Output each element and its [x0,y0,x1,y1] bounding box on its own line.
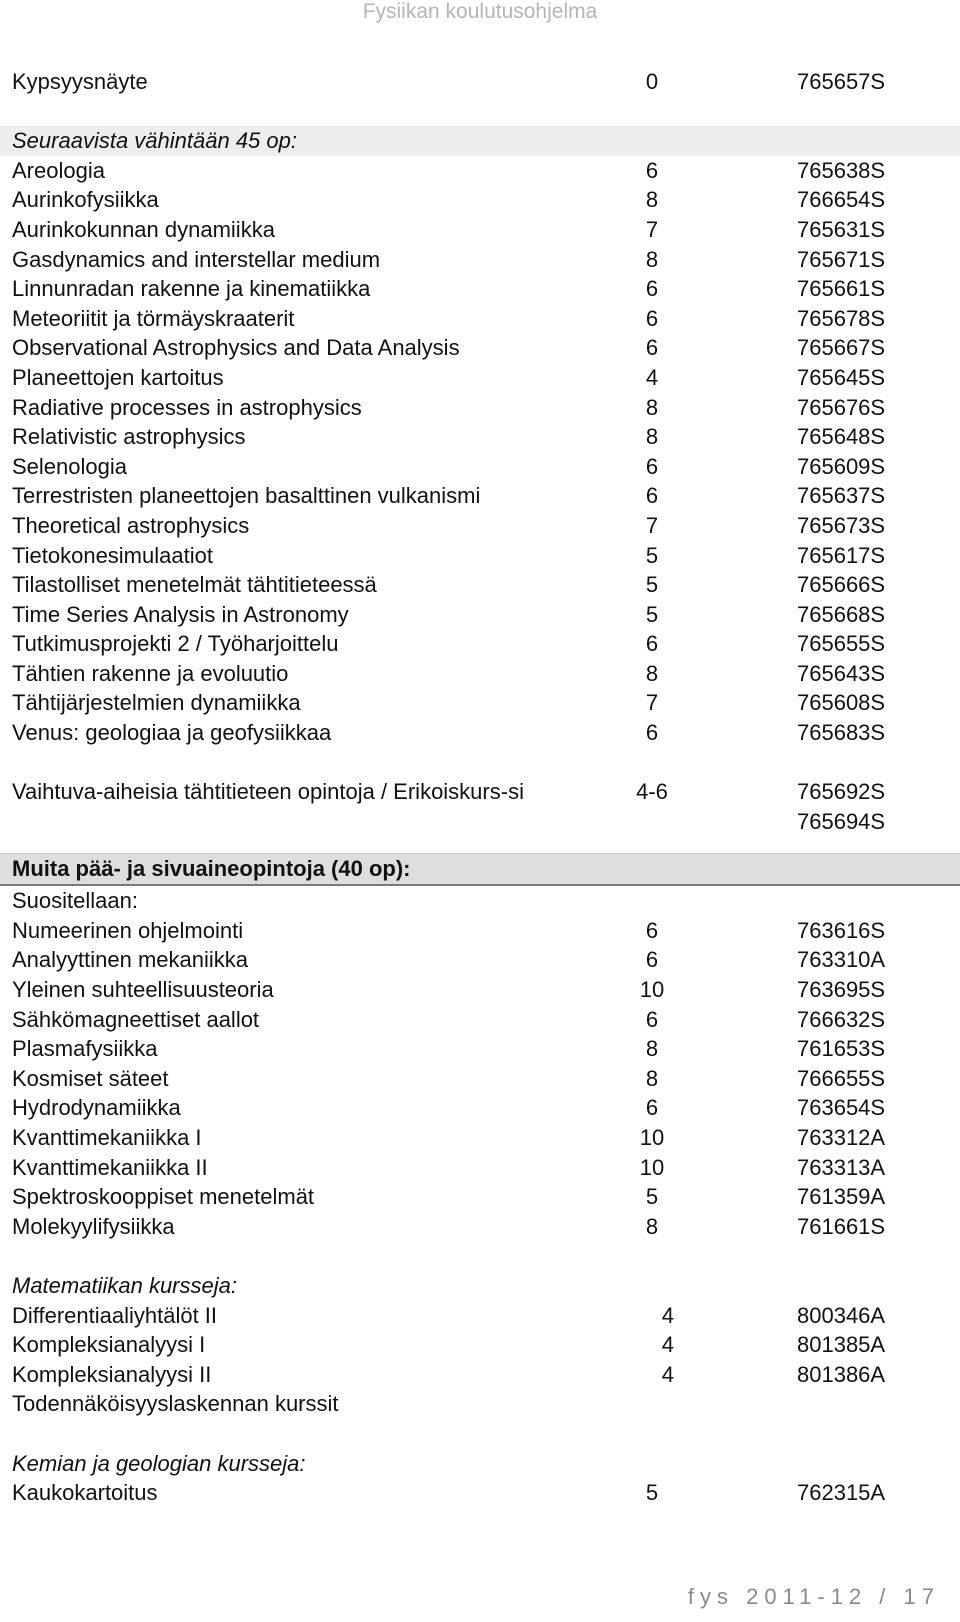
course-row [0,481,960,511]
course-code: 765666S [797,572,886,598]
section-title-bar [0,853,960,886]
course-credits: 8 [645,187,659,213]
group1-rows [0,156,960,748]
course-credits: 10 [639,1125,665,1150]
course-name: Time Series Analysis in Astronomy [12,601,349,627]
course-code: 765617S [797,542,886,568]
course-code: 761653S [797,1036,886,1062]
course-code: 765683S [797,720,886,746]
course-credits: 8 [645,1213,659,1239]
course-code: 765608S [797,690,886,716]
course-row [0,185,960,215]
course-row [0,304,960,334]
course-name: Tilastolliset menetelmät tähtitieteessä [12,572,377,598]
course-name: Kosmiset säteet [12,1065,169,1091]
course-row [0,215,960,245]
course-row [0,659,960,689]
course-name: Molekyylifysiikka [12,1213,175,1239]
course-name: Tähtijärjestelmien dynamiikka [12,690,301,716]
course-code: 765678S [797,305,886,331]
course-credits: 7 [645,512,659,538]
group-heading-text: Seuraavista vähintään 45 op: [12,128,297,154]
chem-heading [0,1449,960,1479]
course-row [0,1360,960,1390]
course-row [0,1301,960,1331]
course-name: Tähtien rakenne ja evoluutio [12,660,289,686]
course-row [0,541,960,571]
course-code: 763654S [797,1095,886,1121]
course-name: Kompleksianalyysi I [12,1332,206,1358]
course-code: 766654S [797,187,886,213]
course-credits: 6 [645,157,659,183]
course-credits: 6 [645,483,659,509]
course-credits: 8 [645,1036,659,1062]
course-name: Analyyttinen mekaniikka [12,947,249,973]
course-credits: 8 [645,394,659,420]
course-code: 762315A [797,1480,886,1506]
course-name: Gasdynamics and interstellar medium [12,246,381,272]
course-code: 765668S [797,601,886,627]
course-row-vaihtuva [0,777,960,836]
course-name: Tutkimusprojekti 2 / Työharjoittelu [12,631,339,657]
course-name: Areologia [12,157,105,183]
course-credits: 4 [661,1302,674,1328]
course-credits: 5 [645,542,659,568]
course-code: 765657S [797,69,886,94]
course-row [0,570,960,600]
course-code: 765638S [797,157,886,183]
course-name: Plasmafysiikka [12,1036,158,1062]
course-code: 765655S [797,631,886,657]
course-code: 766655S [797,1065,886,1091]
course-credits: 6 [645,1095,659,1121]
course-row [0,1123,960,1153]
course-code: 765694S [797,809,886,835]
course-code: 800346A [797,1302,886,1328]
course-name: Kvanttimekaniikka I [12,1125,202,1150]
course-credits: 10 [639,977,665,1003]
course-code: 763310A [797,947,886,973]
course-code: 765609S [797,453,886,479]
course-credits: 5 [645,572,659,598]
course-row [0,600,960,630]
course-credits: 5 [645,601,659,627]
course-code: 801386A [797,1361,886,1387]
course-code: 765667S [797,335,886,361]
course-credits: 6 [645,720,659,746]
course-name: Tietokonesimulaatiot [12,542,213,568]
course-row [0,1005,960,1035]
course-name: Spektroskooppiset menetelmät [12,1184,315,1210]
course-row [0,274,960,304]
course-code: 765643S [797,660,886,686]
course-name: Theoretical astrophysics [12,512,250,538]
spacer [0,97,960,127]
course-credits: 8 [645,424,659,450]
course-row [0,718,960,748]
course-code: 763313A [797,1154,886,1180]
course-name: Kvanttimekaniikka II [12,1154,208,1180]
course-code: 763695S [797,977,886,1003]
course-code: 765661S [797,276,886,302]
math-heading-text: Matematiikan kursseja: [12,1272,237,1298]
course-name: Kaukokartoitus [12,1480,158,1506]
course-name: Planeettojen kartoitus [12,364,224,390]
course-code: 765637S [797,483,886,509]
course-code: 761661S [797,1213,886,1239]
course-name: Meteoriitit ja törmäyskraaterit [12,305,295,331]
course-credits: 6 [645,1006,659,1032]
course-name: Linnunradan rakenne ja kinematiikka [12,276,371,302]
course-name: Differentiaaliyhtälöt II [12,1302,218,1328]
course-row [0,245,960,275]
section2-rows [0,916,960,1242]
course-name: Numeerinen ohjelmointi [12,917,244,943]
course-row [0,1153,960,1183]
course-name: Todennäköisyyslaskennan kurssit [12,1391,339,1417]
course-name: Vaihtuva-aiheisia tähtitieteen opintoja / Erikoiskurs-si [12,779,524,805]
course-row [0,422,960,452]
course-code: 763312A [797,1125,886,1150]
spacer [0,836,960,853]
course-list [0,67,960,1508]
course-row [0,1478,960,1508]
course-credits: 6 [645,335,659,361]
course-name: Kypsyysnäyte [12,69,148,94]
spacer [0,1419,960,1449]
chem-heading-text: Kemian ja geologian kursseja: [12,1450,306,1476]
course-name: Hydrodynamiikka [12,1095,181,1121]
course-name: Relativistic astrophysics [12,424,246,450]
course-code: 765648S [797,424,886,450]
course-row [0,393,960,423]
course-credits: 8 [645,1065,659,1091]
course-row [0,1064,960,1094]
course-row [0,156,960,186]
course-row [0,363,960,393]
course-row [0,1093,960,1123]
course-row [0,1330,960,1360]
course-credits: 0 [645,69,659,94]
course-credits: 6 [645,276,659,302]
course-credits: 6 [645,947,659,973]
course-name: Kompleksianalyysi II [12,1361,212,1387]
course-credits: 6 [645,305,659,331]
course-code: 763616S [797,917,886,943]
course-name: Aurinkokunnan dynamiikka [12,216,275,242]
course-code: 765631S [797,216,886,242]
course-name: Sähkömagneettiset aallot [12,1006,260,1032]
course-row [0,1212,960,1242]
course-credits: 4 [661,1332,674,1358]
course-row [0,629,960,659]
course-code: 801385A [797,1332,886,1358]
course-credits: 4-6 [636,779,668,805]
course-code: 765692S [797,779,886,805]
course-credits: 6 [645,631,659,657]
course-name: Yleinen suhteellisuusteoria [12,977,274,1003]
course-credits: 7 [645,690,659,716]
course-name: Radiative processes in astrophysics [12,394,362,420]
math-heading [0,1271,960,1301]
course-row [0,333,960,363]
course-code: 765673S [797,512,886,538]
course-code: 765676S [797,394,886,420]
course-code: 761359A [797,1184,886,1210]
course-code: 766632S [797,1006,886,1032]
course-credits: 5 [645,1184,659,1210]
course-credits: 4 [645,364,659,390]
course-codes [797,777,885,837]
course-name: Terrestristen planeettojen basalttinen vulkanismi [12,483,481,509]
course-row [0,1182,960,1212]
recommended-heading-text: Suositellaan: [12,888,138,914]
math-rows [0,1301,960,1419]
course-credits: 8 [645,246,659,272]
course-credits: 7 [645,216,659,242]
course-row [0,945,960,975]
spacer [0,1241,960,1271]
section-title: Muita pää- ja sivuaineopintoja (40 op): [12,856,411,882]
course-row [0,1034,960,1064]
course-name: Venus: geologiaa ja geofysiikkaa [12,720,332,746]
course-row [0,688,960,718]
course-name: Aurinkofysiikka [12,187,159,213]
page-header: Fysiikan koulutusohjelma [362,0,598,23]
course-name: Observational Astrophysics and Data Analysis [12,335,460,361]
course-credits: 6 [645,453,659,479]
course-row [0,1389,960,1419]
page-footer: fys 2011-12 / 17 [687,1584,940,1609]
course-credits: 8 [645,660,659,686]
recommended-heading [0,886,960,916]
chem-rows [0,1478,960,1508]
group-heading-45op [0,126,960,156]
course-credits: 5 [645,1480,659,1506]
course-credits: 4 [661,1361,674,1387]
course-code: 765645S [797,364,886,390]
course-row [0,452,960,482]
course-credits: 6 [645,917,659,943]
spacer [0,748,960,778]
course-row-kypsyysnayte [0,67,960,97]
course-code: 765671S [797,246,886,272]
course-name: Selenologia [12,453,127,479]
course-row [0,511,960,541]
course-row [0,916,960,946]
course-row [0,975,960,1005]
course-credits: 10 [639,1154,665,1180]
